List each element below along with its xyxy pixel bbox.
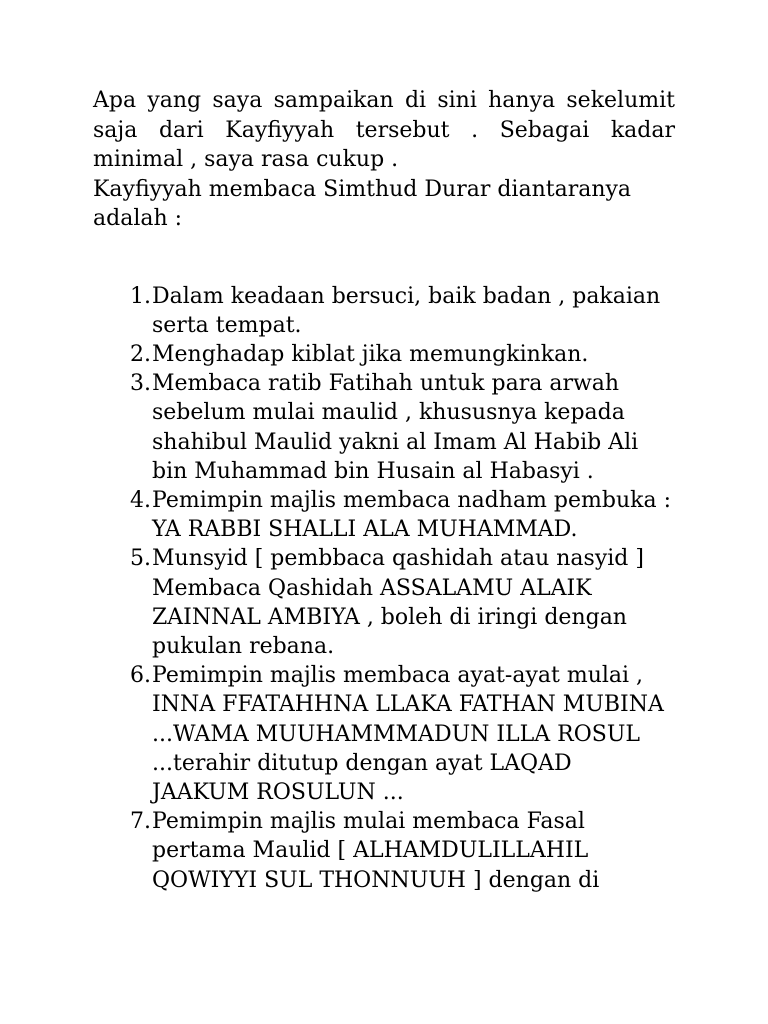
intro-paragraph: Apa yang saya sampaikan di sini hanya sekelumit saja dari Kayfiyyah tersebut . Sebagai kadar minimal , saya rasa cukup . (93, 88, 675, 172)
list-item (93, 661, 675, 807)
intro-lead-in: Kayfiyyah membaca Simthud Durar diantaranya adalah : (93, 176, 632, 231)
list-item (93, 282, 675, 340)
list-item-text: Membaca ratib Fatihah untuk para arwah sebelum mulai maulid , khususnya kepada shahibul Maulid yakni al Imam Al Habib Ali bin Muhammad bin Husain al Habasyi . (152, 371, 639, 484)
list-item (93, 340, 675, 369)
kayfiyyah-steps-list (93, 282, 675, 895)
list-item-number: 1. (130, 283, 151, 309)
list-item-number: 7. (130, 809, 151, 835)
list-item-number: 4. (130, 487, 151, 513)
list-item (93, 486, 675, 544)
document-page (93, 86, 675, 895)
list-item-number: 2. (130, 341, 151, 367)
list-item (93, 369, 675, 486)
list-item-number: 5. (130, 546, 151, 572)
list-item-text: Dalam keadaan bersuci, baik badan , pakaian serta tempat. (152, 283, 661, 338)
list-item-text: Munsyid [ pembbaca qashidah atau nasyid ] Membaca Qashidah ASSALAMU ALAIK ZAINNAL AMBIYA , boleh di iringi dengan pukulan rebana. (152, 546, 644, 659)
list-item (93, 807, 675, 895)
list-item-text: Pemimpin majlis mulai membaca Fasal pertama Maulid [ ALHAMDULILLAHIL QOWIYYI SUL THONNUUH ] dengan di (152, 809, 600, 893)
list-item-text: Pemimpin majlis membaca ayat-ayat mulai , INNA FFATAHHNA LLAKA FATHAN MUBINA ...WAMA MUUHAMMMADUN ILLA ROSUL ...terahir ditutup dengan ayat LAQAD JAAKUM ROSULUN ... (152, 663, 664, 805)
list-item-text: Pemimpin majlis membaca nadham pembuka : YA RABBI SHALLI ALA MUHAMMAD. (152, 487, 671, 543)
intro-section (93, 86, 675, 234)
list-item-number: 6. (130, 663, 151, 689)
list-item (93, 544, 675, 661)
list-item-text: Menghadap kiblat jika memungkinkan. (152, 341, 589, 367)
list-item-number: 3. (130, 371, 151, 397)
